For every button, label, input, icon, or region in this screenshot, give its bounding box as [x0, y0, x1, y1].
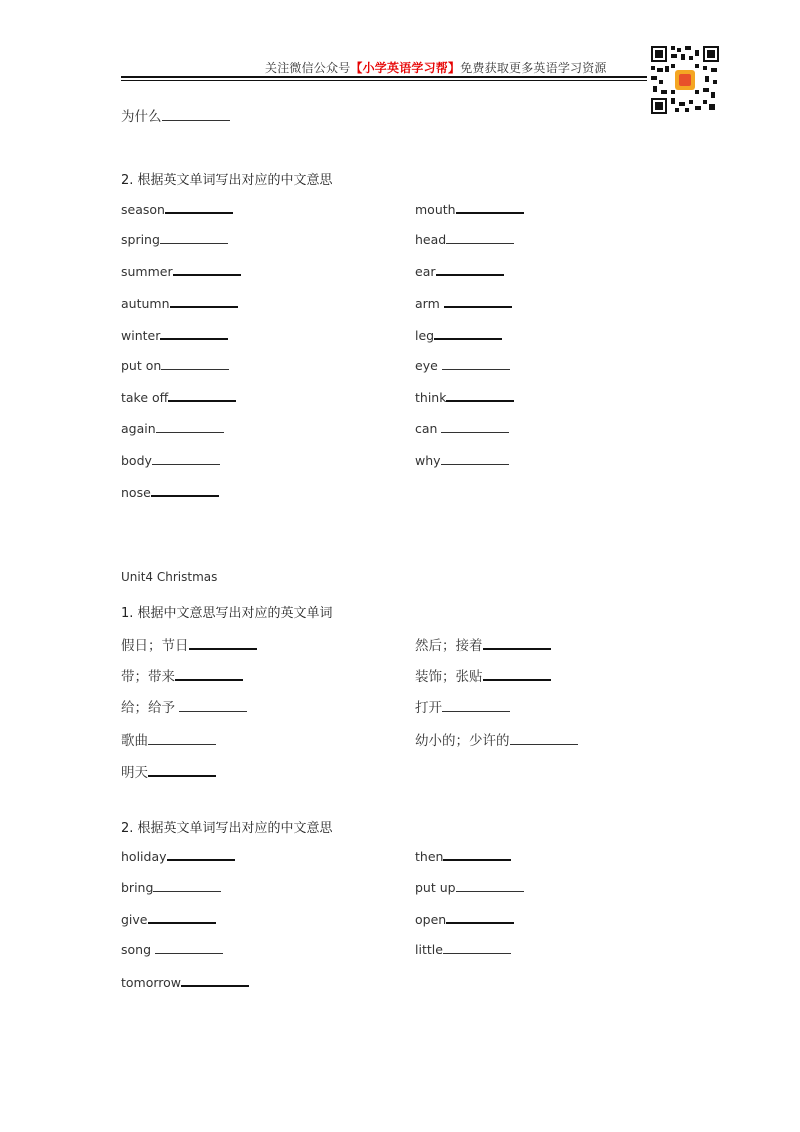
list-item: nose: [121, 484, 219, 500]
header-pre-text: 关注微信公众号: [265, 61, 351, 75]
answer-blank[interactable]: [446, 389, 514, 402]
answer-blank[interactable]: [510, 733, 578, 745]
header-brand: 【小学英语学习帮】: [350, 61, 461, 75]
list-item: holiday: [121, 848, 235, 864]
list-item: autumn: [121, 295, 238, 311]
answer-blank[interactable]: [148, 764, 216, 777]
top-item-why: 为什么: [121, 105, 230, 125]
answer-blank[interactable]: [153, 880, 221, 892]
list-item: season: [121, 201, 233, 217]
list-item: 明天: [121, 761, 216, 781]
section-heading: 1. 根据中文意思写出对应的英文单词: [121, 606, 333, 621]
list-item: leg: [415, 327, 502, 343]
answer-blank[interactable]: [156, 421, 224, 433]
answer-blank[interactable]: [160, 327, 228, 340]
list-item: give: [121, 911, 216, 927]
list-item: spring: [121, 232, 228, 247]
list-item: little: [415, 942, 511, 957]
list-item: winter: [121, 327, 228, 343]
list-item: put on: [121, 358, 229, 373]
answer-blank[interactable]: [168, 389, 236, 402]
list-item: summer: [121, 263, 241, 279]
list-item: 装饰；张贴: [415, 665, 551, 685]
answer-blank[interactable]: [456, 201, 524, 214]
list-item: open: [415, 911, 514, 927]
list-item: head: [415, 232, 514, 247]
list-item: arm: [415, 295, 512, 311]
answer-blank[interactable]: [436, 263, 504, 276]
answer-blank[interactable]: [443, 848, 511, 861]
list-item: bring: [121, 880, 221, 895]
list-item: tomorrow: [121, 974, 249, 990]
answer-blank[interactable]: [483, 668, 551, 681]
qr-code-icon: [651, 46, 719, 114]
answer-blank[interactable]: [446, 232, 514, 244]
section-heading: 2. 根据英文单词写出对应的中文意思: [121, 173, 333, 188]
answer-blank[interactable]: [442, 358, 510, 370]
answer-blank[interactable]: [148, 911, 216, 924]
list-item: song: [121, 942, 223, 957]
list-item: can: [415, 421, 509, 436]
answer-blank[interactable]: [443, 942, 511, 954]
section-heading: 2. 根据英文单词写出对应的中文意思: [121, 821, 333, 836]
unit-title: Unit4 Christmas: [121, 570, 218, 584]
list-item: body: [121, 453, 220, 468]
list-item: again: [121, 421, 224, 436]
answer-blank[interactable]: [165, 201, 233, 214]
answer-blank[interactable]: [162, 109, 230, 121]
answer-blank[interactable]: [483, 637, 551, 650]
list-item: mouth: [415, 201, 524, 217]
answer-blank[interactable]: [151, 484, 219, 497]
header-rule-thin: [121, 80, 647, 81]
answer-blank[interactable]: [167, 848, 235, 861]
list-item: why: [415, 453, 509, 468]
header-banner: [265, 59, 607, 76]
answer-blank[interactable]: [456, 880, 524, 892]
header-post-text: 免费获取更多英语学习资源: [460, 61, 607, 75]
answer-blank[interactable]: [179, 700, 247, 712]
answer-blank[interactable]: [155, 942, 223, 954]
header-rule-thick: [121, 76, 647, 78]
list-item: then: [415, 848, 511, 864]
list-item: 打开: [415, 696, 510, 716]
answer-blank[interactable]: [181, 974, 249, 987]
list-item: put up: [415, 880, 524, 895]
answer-blank[interactable]: [441, 421, 509, 433]
answer-blank[interactable]: [152, 453, 220, 465]
answer-blank[interactable]: [175, 668, 243, 681]
answer-blank[interactable]: [161, 358, 229, 370]
list-item: eye: [415, 358, 510, 373]
list-item: 歌曲: [121, 729, 216, 749]
answer-blank[interactable]: [444, 295, 512, 308]
answer-blank[interactable]: [446, 911, 514, 924]
list-item: 假日；节日: [121, 634, 257, 654]
answer-blank[interactable]: [441, 453, 509, 465]
answer-blank[interactable]: [442, 700, 510, 712]
answer-blank[interactable]: [170, 295, 238, 308]
list-item: 带；带来: [121, 665, 243, 685]
list-item: think: [415, 389, 514, 405]
answer-blank[interactable]: [160, 232, 228, 244]
list-item: 给；给予: [121, 696, 247, 716]
list-item: take off: [121, 389, 236, 405]
answer-blank[interactable]: [189, 637, 257, 650]
list-item: ear: [415, 263, 504, 279]
answer-blank[interactable]: [434, 327, 502, 340]
list-item: 幼小的；少许的: [415, 729, 578, 749]
answer-blank[interactable]: [173, 263, 241, 276]
list-item: 然后；接着: [415, 634, 551, 654]
answer-blank[interactable]: [148, 733, 216, 745]
